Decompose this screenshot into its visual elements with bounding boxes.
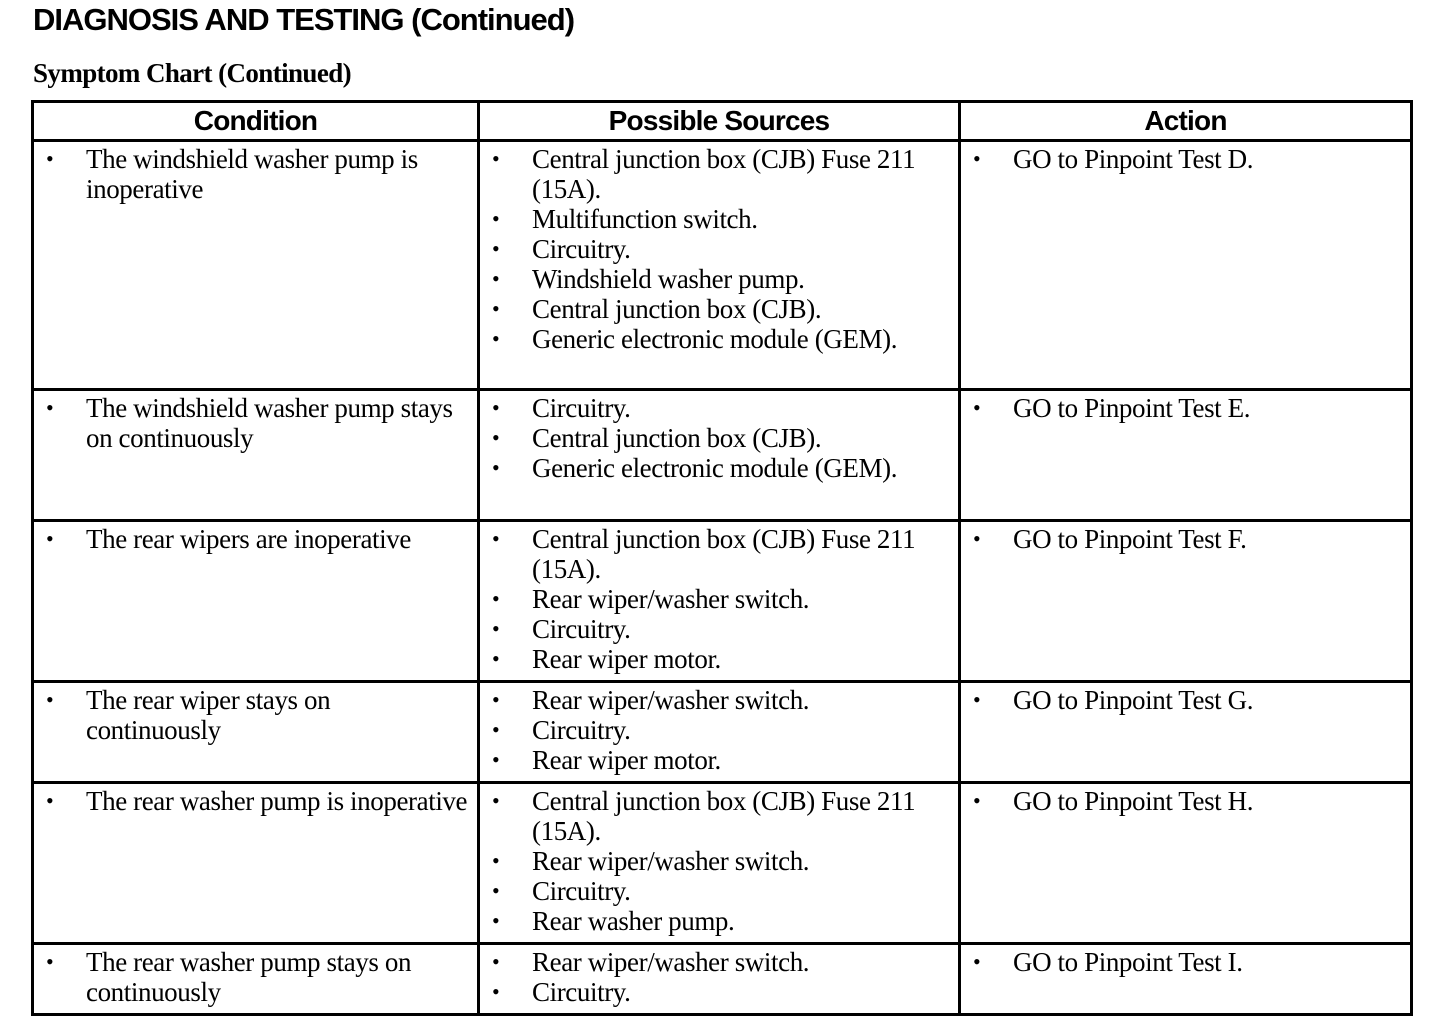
source-item: • Generic electronic module (GEM). <box>490 324 950 354</box>
condition-text: • The windshield washer pump stays on continuously <box>44 393 469 453</box>
source-item: • Generic electronic module (GEM). <box>490 453 950 483</box>
condition-cell <box>33 682 479 783</box>
action-cell <box>960 944 1412 1015</box>
action-text: • GO to Pinpoint Test G. <box>971 685 1402 715</box>
table-row <box>33 944 1412 1015</box>
source-item: • Windshield washer pump. <box>490 264 950 294</box>
source-item: • Rear washer pump. <box>490 906 950 936</box>
source-item: • Circuitry. <box>490 393 950 423</box>
condition-cell <box>33 783 479 944</box>
sources-cell <box>479 783 960 944</box>
action-text: • GO to Pinpoint Test H. <box>971 786 1402 816</box>
table-row <box>33 141 1412 390</box>
sources-cell <box>479 682 960 783</box>
source-item: • Central junction box (CJB) Fuse 211 (15A). <box>490 786 950 846</box>
section-heading: DIAGNOSIS AND TESTING (Continued) <box>33 2 575 37</box>
condition-text: • The rear wipers are inoperative <box>44 524 469 554</box>
header-possible-sources: Possible Sources <box>479 102 960 141</box>
condition-cell <box>33 141 479 390</box>
source-item: • Multifunction switch. <box>490 204 950 234</box>
action-cell <box>960 141 1412 390</box>
action-cell <box>960 521 1412 682</box>
condition-text: • The windshield washer pump is inoperative <box>44 144 469 204</box>
table-row <box>33 390 1412 521</box>
table-row <box>33 682 1412 783</box>
source-item: • Circuitry. <box>490 715 950 745</box>
sources-cell <box>479 141 960 390</box>
source-item: • Central junction box (CJB) Fuse 211 (15A). <box>490 524 950 584</box>
sources-cell <box>479 521 960 682</box>
condition-cell <box>33 944 479 1015</box>
source-item: • Rear wiper motor. <box>490 644 950 674</box>
table-row <box>33 783 1412 944</box>
source-item: • Rear wiper/washer switch. <box>490 947 950 977</box>
source-item: • Circuitry. <box>490 876 950 906</box>
source-item: • Rear wiper/washer switch. <box>490 584 950 614</box>
header-condition: Condition <box>33 102 479 141</box>
action-text: • GO to Pinpoint Test F. <box>971 524 1402 554</box>
source-item: • Rear wiper/washer switch. <box>490 846 950 876</box>
source-item: • Circuitry. <box>490 977 950 1007</box>
symptom-chart-table <box>31 100 1413 1016</box>
action-text: • GO to Pinpoint Test E. <box>971 393 1402 423</box>
table-row <box>33 521 1412 682</box>
condition-text: • The rear wiper stays on continuously <box>44 685 469 745</box>
action-cell <box>960 682 1412 783</box>
action-cell <box>960 390 1412 521</box>
action-cell <box>960 783 1412 944</box>
sources-cell <box>479 944 960 1015</box>
source-item: • Circuitry. <box>490 234 950 264</box>
action-text: • GO to Pinpoint Test D. <box>971 144 1402 174</box>
header-action: Action <box>960 102 1412 141</box>
source-item: • Central junction box (CJB). <box>490 294 950 324</box>
source-item: • Circuitry. <box>490 614 950 644</box>
chart-subheading: Symptom Chart (Continued) <box>33 58 352 88</box>
condition-cell <box>33 390 479 521</box>
sources-cell <box>479 390 960 521</box>
source-item: • Central junction box (CJB). <box>490 423 950 453</box>
action-text: • GO to Pinpoint Test I. <box>971 947 1402 977</box>
source-item: • Rear wiper/washer switch. <box>490 685 950 715</box>
source-item: • Central junction box (CJB) Fuse 211 (15A). <box>490 144 950 204</box>
source-item: • Rear wiper motor. <box>490 745 950 775</box>
condition-text: • The rear washer pump is inoperative <box>44 786 469 816</box>
condition-text: • The rear washer pump stays on continuously <box>44 947 469 1007</box>
table-header-row <box>33 102 1412 141</box>
condition-cell <box>33 521 479 682</box>
